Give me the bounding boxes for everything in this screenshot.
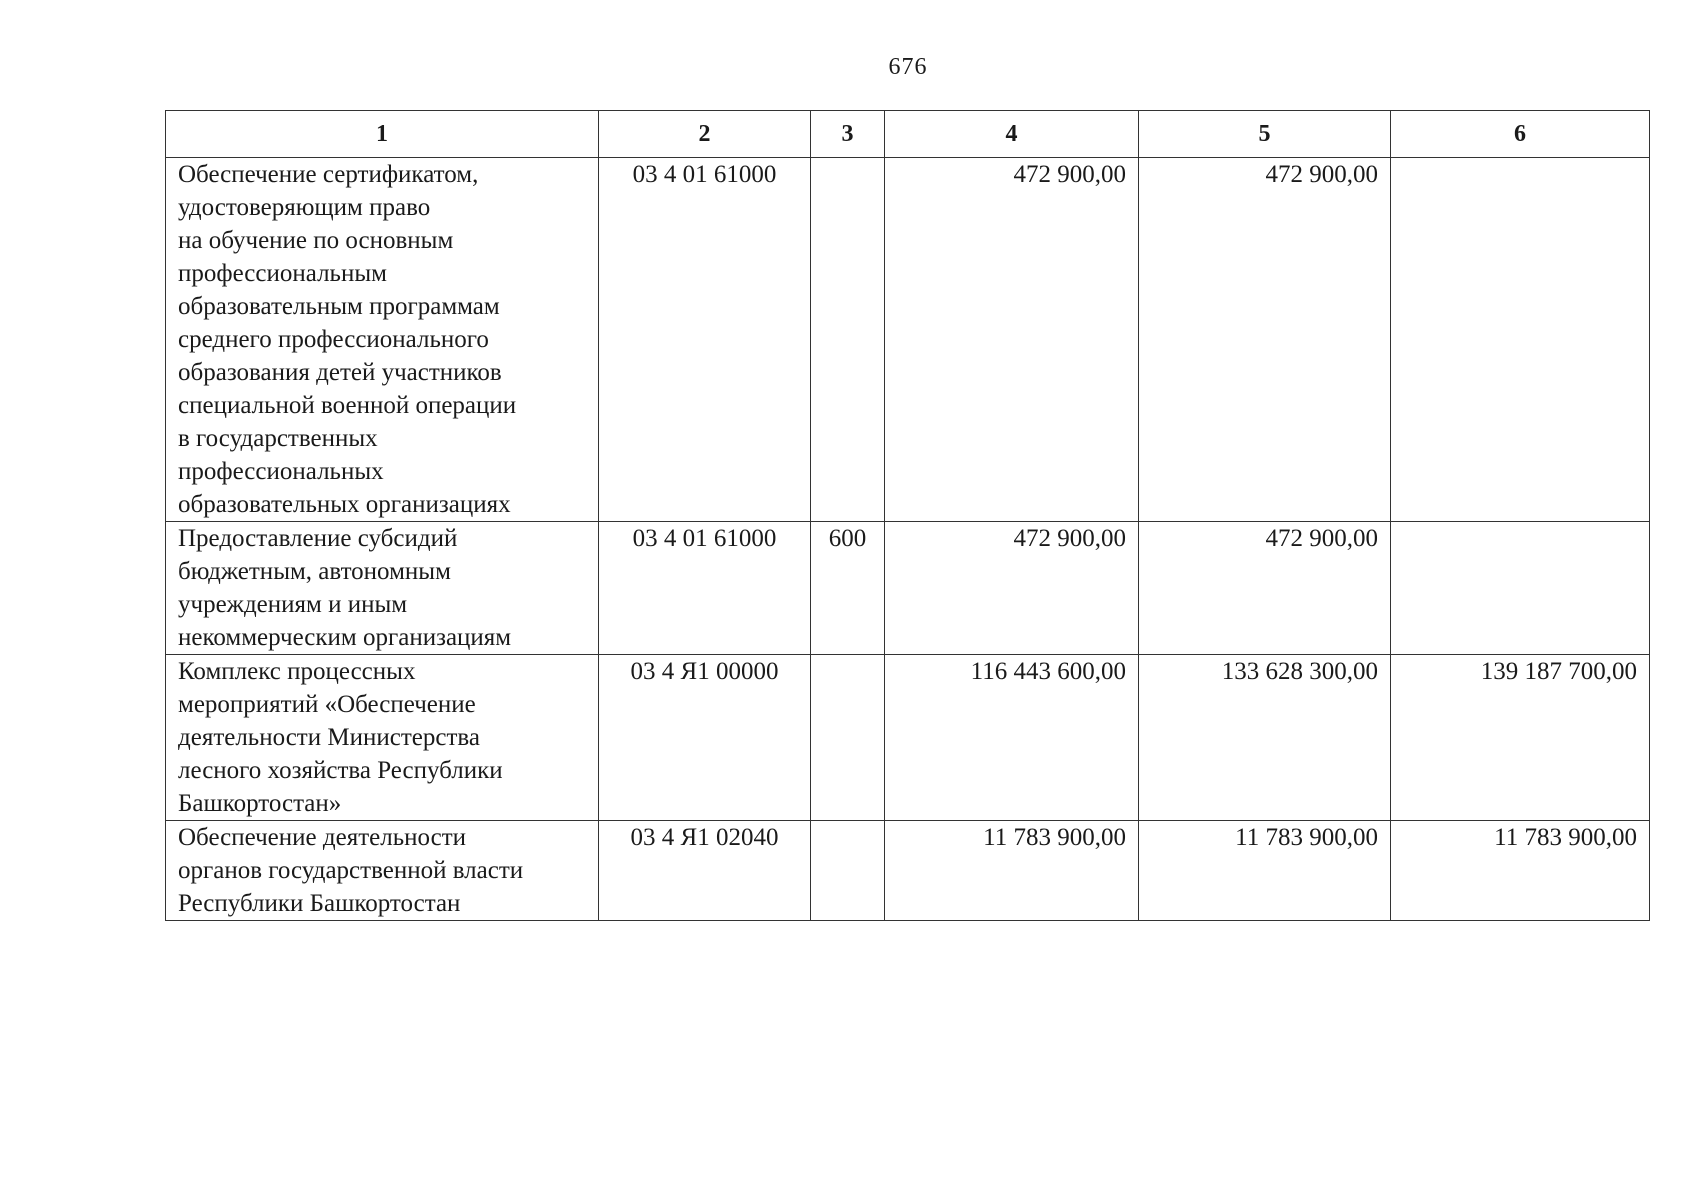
row-name-cell: Обеспечение деятельности органов государственной власти Республики Башкортостан <box>166 821 599 921</box>
column-header-3: 3 <box>811 111 885 158</box>
row-code-cell: 03 4 Я1 02040 <box>599 821 811 921</box>
column-header-4: 4 <box>885 111 1139 158</box>
page-number: 676 <box>888 54 928 80</box>
column-header-6: 6 <box>1391 111 1650 158</box>
row-value-4-cell: 472 900,00 <box>885 158 1139 522</box>
row-type-cell <box>811 158 885 522</box>
column-header-2: 2 <box>599 111 811 158</box>
row-value-6-cell <box>1391 158 1650 522</box>
row-name-cell: Обеспечение сертификатом, удостоверяющим право на обучение по основным профессиональным образовательным программам среднего профессионального образования детей участников специальной военной операции в государственных профессиональных образовательных организациях <box>166 158 599 522</box>
table-header-row <box>166 111 1650 158</box>
row-value-5-cell: 472 900,00 <box>1139 158 1391 522</box>
row-code-cell: 03 4 01 61000 <box>599 158 811 522</box>
row-value-4-cell: 472 900,00 <box>885 522 1139 655</box>
row-type-cell <box>811 821 885 921</box>
row-type-cell: 600 <box>811 522 885 655</box>
table-row <box>166 158 1650 522</box>
table-row <box>166 655 1650 821</box>
row-value-6-cell: 11 783 900,00 <box>1391 821 1650 921</box>
table-row <box>166 522 1650 655</box>
row-name-cell: Предоставление субсидий бюджетным, автономным учреждениям и иным некоммерческим организациям <box>166 522 599 655</box>
row-value-5-cell: 11 783 900,00 <box>1139 821 1391 921</box>
budget-table <box>165 110 1650 921</box>
row-value-4-cell: 116 443 600,00 <box>885 655 1139 821</box>
row-value-4-cell: 11 783 900,00 <box>885 821 1139 921</box>
row-value-6-cell: 139 187 700,00 <box>1391 655 1650 821</box>
row-value-5-cell: 472 900,00 <box>1139 522 1391 655</box>
row-value-5-cell: 133 628 300,00 <box>1139 655 1391 821</box>
row-value-6-cell <box>1391 522 1650 655</box>
column-header-1: 1 <box>166 111 599 158</box>
column-header-5: 5 <box>1139 111 1391 158</box>
table-row <box>166 821 1650 921</box>
row-code-cell: 03 4 Я1 00000 <box>599 655 811 821</box>
row-code-cell: 03 4 01 61000 <box>599 522 811 655</box>
row-type-cell <box>811 655 885 821</box>
row-name-cell: Комплекс процессных мероприятий «Обеспечение деятельности Министерства лесного хозяйства Республики Башкортостан» <box>166 655 599 821</box>
